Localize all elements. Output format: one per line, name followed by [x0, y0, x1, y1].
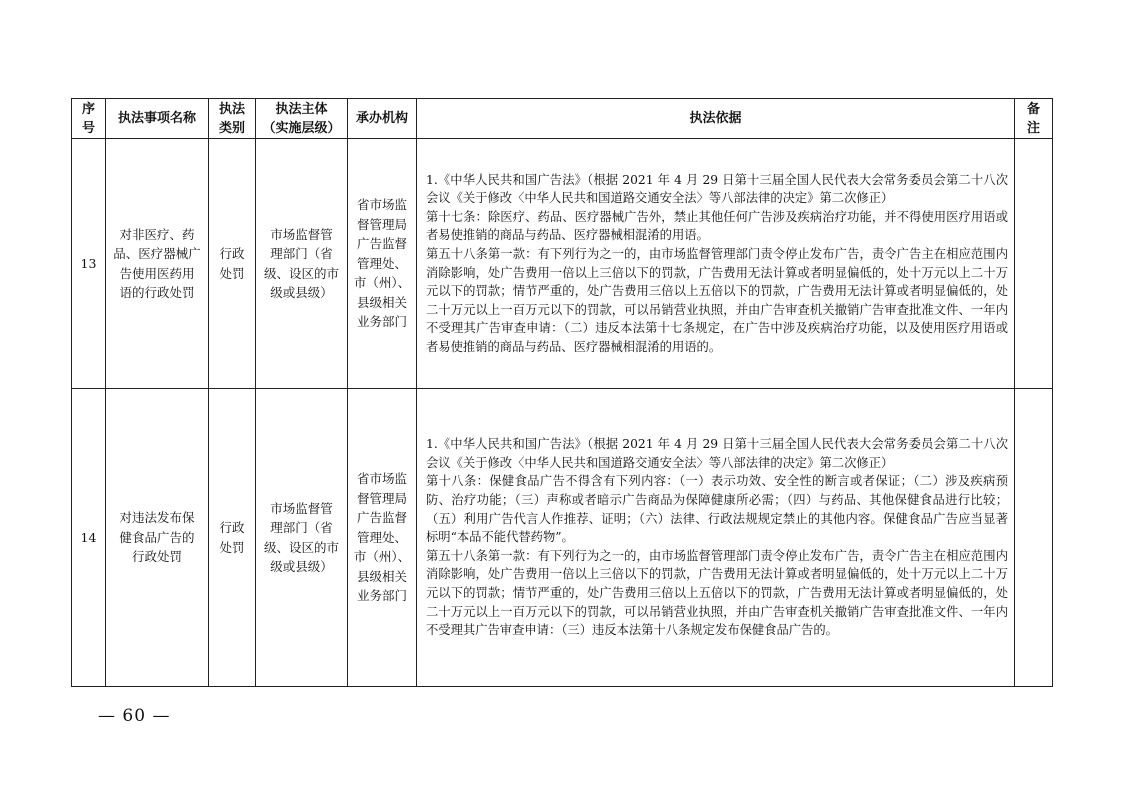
remark-cell — [1015, 389, 1053, 687]
table-row — [72, 139, 1053, 389]
agency-cell: 省市场监 督管理局 广告监督 管理处、 市（州）、 县级相关 业务部门 — [348, 389, 417, 687]
header-item-name: 执法事项名称 — [106, 99, 209, 139]
header-basis: 执法依据 — [417, 99, 1015, 139]
agency-cell: 省市场监 督管理局 广告监督 管理处、 市（州）、 县级相关 业务部门 — [348, 139, 417, 389]
seq-cell: 14 — [72, 389, 106, 687]
basis-paragraph: 第十七条：除医疗、药品、医疗器械广告外，禁止其他任何广告涉及疾病治疗功能，并不得使用医疗用语或者易使推销的商品与药品、医疗器械相混淆的用语。 — [426, 209, 1008, 243]
basis-paragraph: 第五十八条第一款：有下列行为之一的，由市场监督管理部门责令停止发布广告，责令广告主在相应范围内消除影响，处广告费用一倍以上三倍以下的罚款，广告费用无法计算或者明显偏低的，处十万元以上二十万元以下的罚款；情节严重的，处广告费用三倍以上五倍以下的罚款，广告费用无法计算或者明显偏低的，处二十万元以上一百万元以下的罚款，可以吊销营业执照，并由广告审查机关撤销广告审查批准文件、一年内不受理其广告审查申请：（二）违反本法第十七条规定，在广告中涉及疾病治疗功能，以及使用医疗用语或者易使推销的商品与药品、医疗器械相混淆的用语的。 — [426, 246, 1008, 354]
category-cell: 行政 处罚 — [209, 139, 256, 389]
basis-paragraph: 第十八条：保健食品广告不得含有下列内容：（一）表示功效、安全性的断言或者保证；（二）涉及疾病预防、治疗功能；（三）声称或者暗示广告商品为保障健康所必需；（四）与药品、其他保健食品进行比较；（五）利用广告代言人作推荐、证明；（六）法律、行政法规规定禁止的其他内容。保健食品广告应当显著标明“本品不能代替药物”。 — [426, 474, 1008, 545]
basis-paragraph: 第五十八条第一款：有下列行为之一的，由市场监督管理部门责令停止发布广告，责令广告主在相应范围内消除影响，处广告费用一倍以上三倍以下的罚款，广告费用无法计算或者明显偏低的，处十万元以上二十万元以下的罚款；情节严重的，处广告费用三倍以上五倍以下的罚款，广告费用无法计算或者明显偏低的，处二十万元以上一百万元以下的罚款，可以吊销营业执照，并由广告审查机关撤销广告审查批准文件、一年内不受理其广告审查申请：（三）违反本法第十八条规定发布保健食品广告的。 — [426, 548, 1008, 638]
seq-cell: 13 — [72, 139, 106, 389]
page-number: — 60 — — [98, 706, 171, 726]
subject-cell: 市场监督管 理部门（省 级、设区的市 级或县级） — [256, 139, 348, 389]
enforcement-table — [71, 98, 1053, 687]
header-remark: 备 注 — [1015, 99, 1053, 139]
category-cell: 行政 处罚 — [209, 389, 256, 687]
basis-cell — [417, 389, 1015, 687]
header-seq: 序 号 — [72, 99, 106, 139]
table-row — [72, 389, 1053, 687]
item-name-cell: 对非医疗、药 品、医疗器械广 告使用医药用 语的行政处罚 — [106, 139, 209, 389]
basis-paragraph: 1.《中华人民共和国广告法》（根据 2021 年 4 月 29 日第十三届全国人民代表大会常务委员会第二十八次会议《关于修改〈中华人民共和国道路交通安全法〉等八部法律的决定》第二次修正） — [426, 172, 1008, 206]
item-name-cell: 对违法发布保 健食品广告的 行政处罚 — [106, 389, 209, 687]
header-category: 执法 类别 — [209, 99, 256, 139]
header-row — [72, 99, 1053, 139]
header-agency: 承办机构 — [348, 99, 417, 139]
remark-cell — [1015, 139, 1053, 389]
header-subject: 执法主体 （实施层级） — [256, 99, 348, 139]
basis-paragraph: 1.《中华人民共和国广告法》（根据 2021 年 4 月 29 日第十三届全国人民代表大会常务委员会第二十八次会议《关于修改〈中华人民共和国道路交通安全法〉等八部法律的决定》第二次修正） — [426, 437, 1008, 470]
subject-cell: 市场监督管 理部门（省 级、设区的市 级或县级） — [256, 389, 348, 687]
basis-cell — [417, 139, 1015, 389]
